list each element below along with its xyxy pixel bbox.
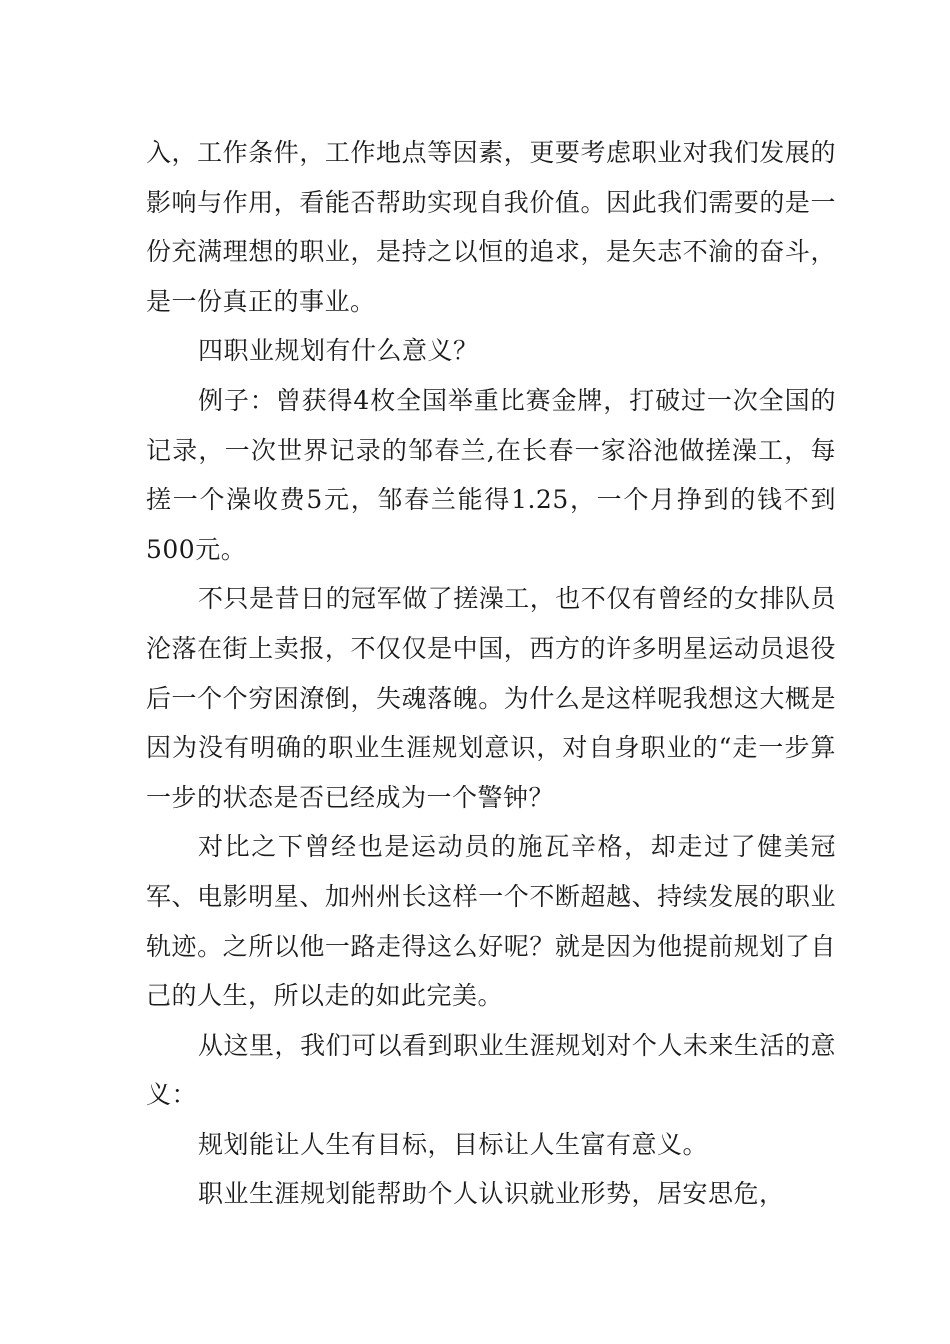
- paragraph-example: 例子：曾获得4枚全国举重比赛金牌，打破过一次全国的记录，一次世界记录的邹春兰,在长春一家浴池做搓澡工，每搓一个澡收费5元，邹春兰能得1.25，一个月挣到的钱不到500元。: [146, 385, 836, 564]
- paragraph-continuation: 入，工作条件，工作地点等因素，更要考虑职业对我们发展的影响与作用，看能否帮助实现自我价值。因此我们需要的是一份充满理想的职业，是持之以恒的追求，是矢志不渝的奋斗，是一份真正的事业。: [146, 138, 836, 316]
- paragraph-schwarzenegger: 对比之下曾经也是运动员的施瓦辛格，却走过了健美冠军、电影明星、加州州长这样一个不断超越、持续发展的职业轨迹。之所以他一路走得这么好呢？就是因为他提前规划了自己的人生，所以走的如此完美。: [146, 832, 836, 1011]
- paragraph-significance-intro: 从这里，我们可以看到职业生涯规划对个人未来生活的意义：: [146, 1030, 836, 1110]
- paragraph-goal: 规划能让人生有目标，目标让人生富有意义。: [198, 1129, 709, 1159]
- document-body: [146, 128, 836, 1219]
- paragraph-employment: 职业生涯规划能帮助个人认识就业形势，居安思危，: [198, 1179, 785, 1209]
- paragraph-athletes: 不只是昔日的冠军做了搓澡工，也不仅有曾经的女排队员沦落在街上卖报，不仅仅是中国，西方的许多明星运动员退役后一个个穷困潦倒，失魂落魄。为什么是这样呢我想这大概是因为没有明确的职业生涯规划意识，对自身职业的“走一步算一步的状态是否已经成为一个警钟？: [146, 584, 836, 812]
- section-heading-meaning: 四职业规划有什么意义？: [198, 336, 479, 366]
